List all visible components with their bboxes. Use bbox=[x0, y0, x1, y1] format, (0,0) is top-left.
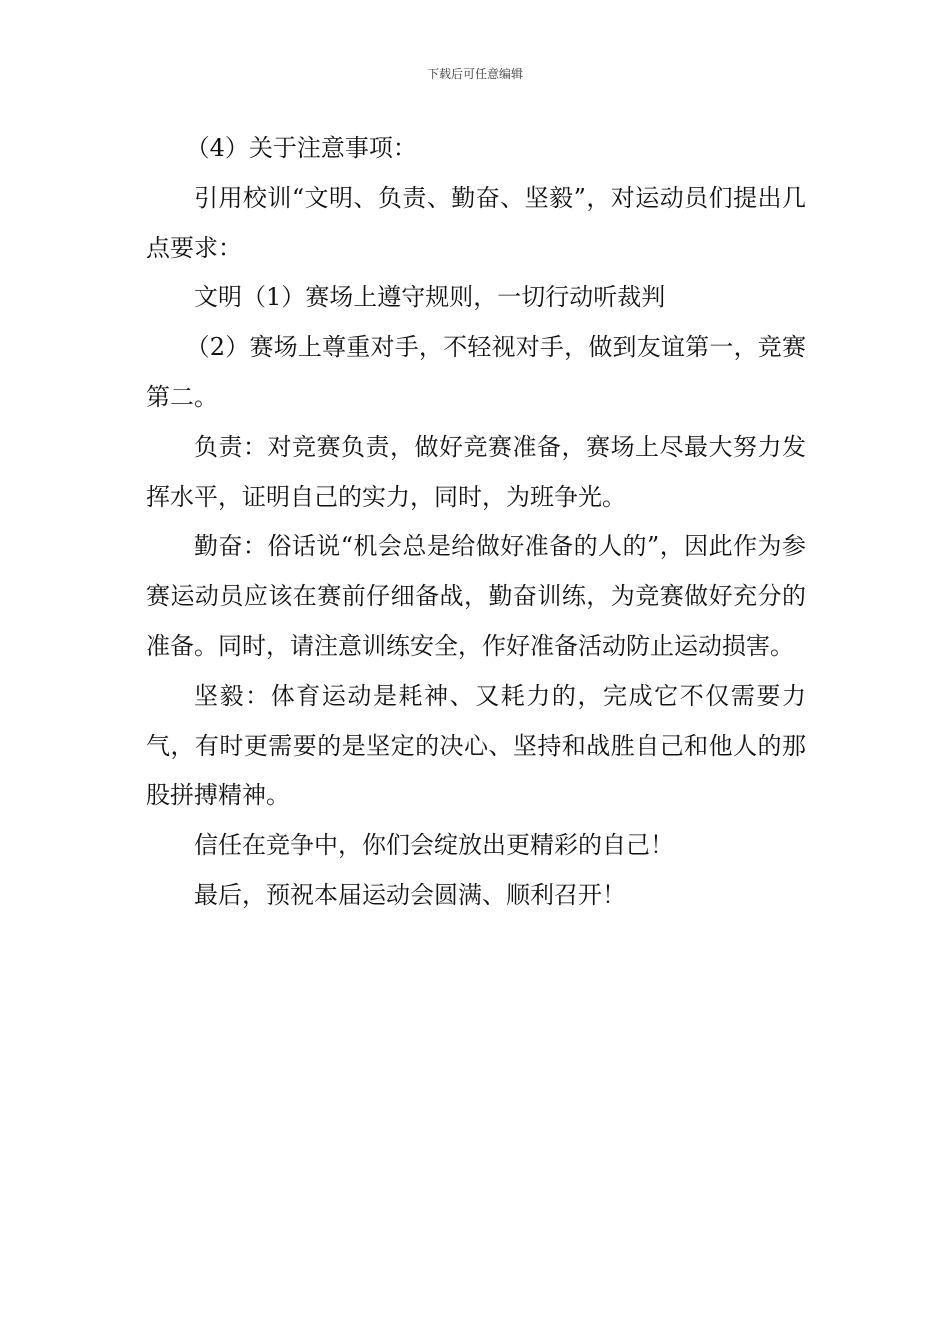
paragraph-civility-1: 文明（1）赛场上遵守规则，一切行动听裁判 bbox=[194, 283, 666, 312]
paragraph-notes-heading: （4）关于注意事项： bbox=[185, 134, 417, 162]
page-header: 下载后可任意编辑 bbox=[426, 67, 523, 81]
paragraph-trust: 信任在竞争中，你们会绽放出更精彩的自己！ bbox=[194, 831, 674, 860]
paragraph-responsibility: 负责：对竞赛负责，做好竞赛准备，赛场上尽最大努力发挥水平，证明自己的实力，同时，为班争光。 bbox=[146, 432, 806, 511]
paragraph-civility-2: （2）赛场上尊重对手，不轻视对手，做到友谊第一，竞赛第二。 bbox=[146, 333, 806, 411]
paragraph-closing: 最后，预祝本届运动会圆满、顺利召开！ bbox=[194, 880, 626, 909]
paragraph-school-motto: 引用校训“文明、负责、勤奋、坚毅”，对运动员们提出几点要求： bbox=[146, 183, 806, 262]
paragraph-perseverance: 坚毅：体育运动是耗神、又耗力的，完成它不仅需要力气，有时更需要的是坚定的决心、坚持和战胜自己和他人的那股拼搏精神。 bbox=[146, 681, 806, 810]
document-body bbox=[146, 124, 806, 921]
paragraph-diligence: 勤奋：俗话说“机会总是给做好准备的人的”，因此作为参赛运动员应该在赛前仔细备战，勤奋训练，为竞赛做好充分的准备。同时，请注意训练安全，作好准备活动防止运动损害。 bbox=[146, 532, 806, 660]
